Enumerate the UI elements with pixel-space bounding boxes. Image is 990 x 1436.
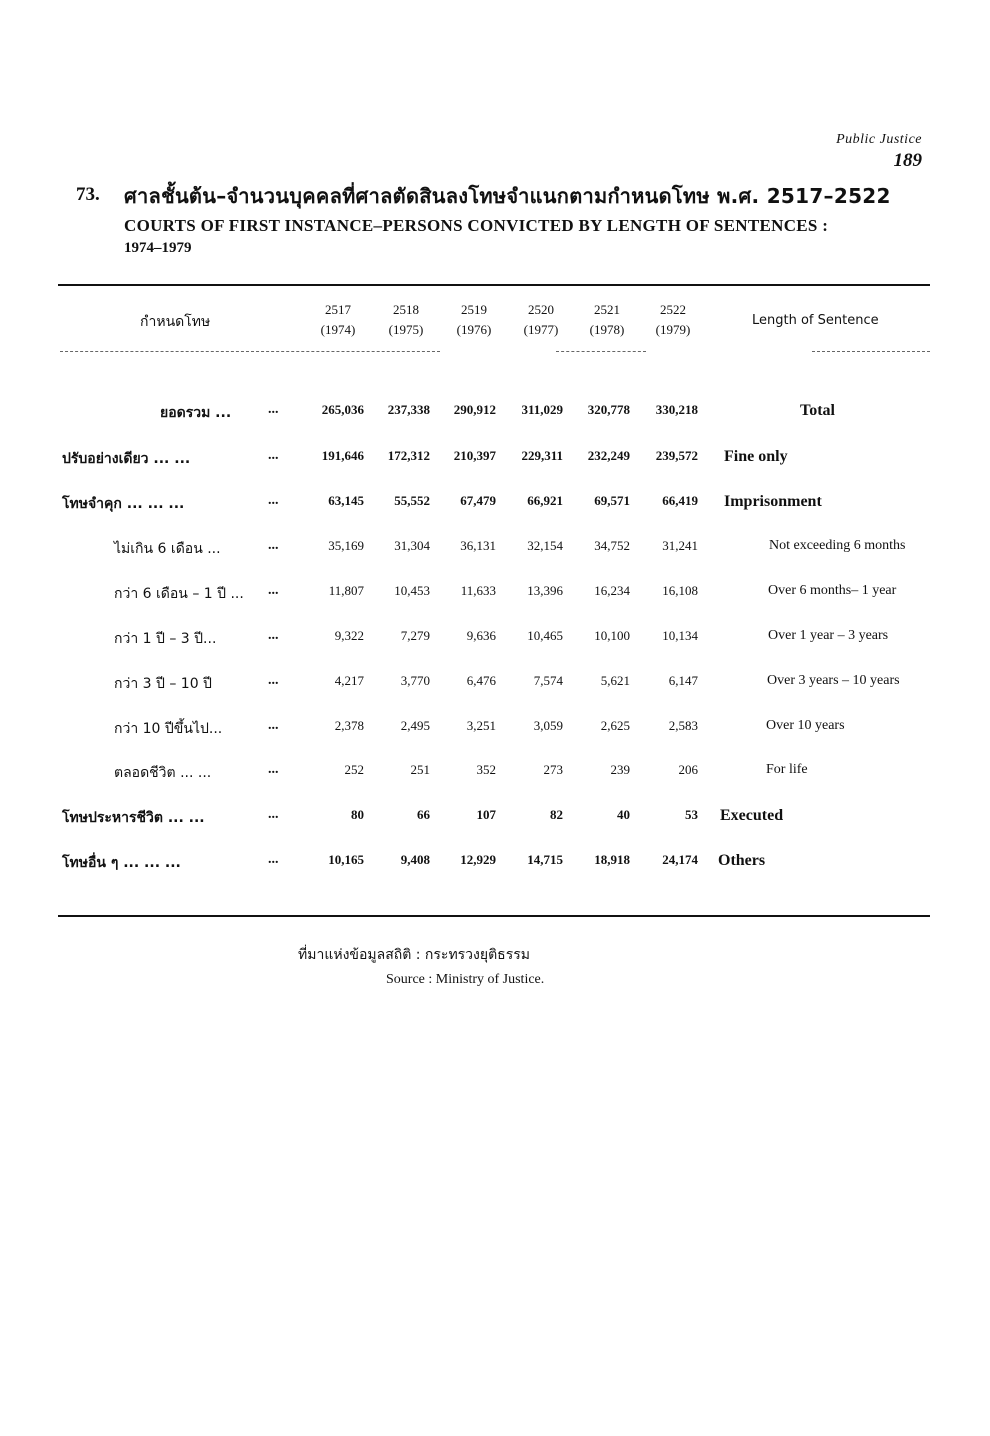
row-label-thai: กว่า 10 ปีขึ้นไป... bbox=[114, 721, 223, 737]
row-label-thai: ยอดรวม ... bbox=[160, 405, 232, 421]
cell-value: 251 bbox=[410, 762, 430, 777]
leader-dots: ... bbox=[268, 583, 279, 598]
cell-value: 66,419 bbox=[662, 493, 698, 508]
cell-value: 31,241 bbox=[662, 538, 698, 553]
year-header bbox=[308, 300, 368, 340]
cell-value: 229,311 bbox=[521, 448, 563, 463]
cell-value: 36,131 bbox=[460, 538, 496, 553]
row-label-english: Over 3 years – 10 years bbox=[767, 673, 900, 688]
row-label-thai: กว่า 6 เดือน – 1 ปี ... bbox=[114, 586, 244, 602]
row-label-english: Over 10 years bbox=[766, 718, 845, 733]
title-thai: ศาลชั้นต้น–จำนวนบุคคลที่ศาลตัดสินลงโทษจำแนกตามกำหนดโทษ พ.ศ. 2517–2522 bbox=[124, 184, 891, 208]
row-label-english: Over 6 months– 1 year bbox=[768, 583, 897, 598]
bottom-rule bbox=[58, 915, 930, 917]
cell-value: 4,217 bbox=[334, 673, 364, 688]
year-header bbox=[444, 300, 504, 340]
cell-value: 12,929 bbox=[460, 852, 496, 867]
row-label-thai: กว่า 3 ปี – 10 ปี bbox=[114, 676, 212, 692]
row-label-thai: ตลอดชีวิต ... ... bbox=[114, 765, 212, 781]
year-ce: (1974) bbox=[320, 322, 356, 337]
cell-value: 232,249 bbox=[587, 448, 630, 463]
cell-value: 239 bbox=[610, 762, 630, 777]
row-label-thai: ปรับอย่างเดียว ... ... bbox=[62, 451, 191, 467]
cell-value: 10,134 bbox=[662, 628, 698, 643]
leader-dots: ... bbox=[268, 402, 279, 417]
cell-value: 252 bbox=[344, 762, 364, 777]
cell-value: 320,778 bbox=[587, 402, 630, 417]
leader-dots: ... bbox=[268, 807, 279, 822]
leader-dots: ... bbox=[268, 673, 279, 688]
year-be: 2521 bbox=[594, 302, 620, 317]
cell-value: 311,029 bbox=[521, 402, 563, 417]
table-row bbox=[0, 448, 990, 478]
year-header bbox=[643, 300, 703, 340]
cell-value: 11,807 bbox=[328, 583, 364, 598]
table-row bbox=[0, 762, 990, 792]
leader-dots: ... bbox=[268, 628, 279, 643]
year-ce: (1975) bbox=[388, 322, 424, 337]
cell-value: 352 bbox=[476, 762, 496, 777]
source-thai: ที่มาแห่งข้อมูลสถิติ : กระทรวงยุติธรรม bbox=[298, 947, 530, 963]
row-label-english: Imprisonment bbox=[724, 493, 822, 510]
row-label-english: For life bbox=[766, 762, 808, 777]
table-row bbox=[0, 852, 990, 882]
cell-value: 206 bbox=[678, 762, 698, 777]
cell-value: 330,218 bbox=[655, 402, 698, 417]
row-label-thai: ไม่เกิน 6 เดือน ... bbox=[114, 541, 221, 557]
cell-value: 7,279 bbox=[400, 628, 430, 643]
table-row bbox=[0, 673, 990, 703]
year-header bbox=[577, 300, 637, 340]
cell-value: 9,408 bbox=[400, 852, 430, 867]
year-be: 2520 bbox=[528, 302, 554, 317]
table-row bbox=[0, 718, 990, 748]
leader-dots: ... bbox=[268, 852, 279, 867]
cell-value: 273 bbox=[543, 762, 563, 777]
year-be: 2519 bbox=[461, 302, 487, 317]
cell-value: 16,234 bbox=[594, 583, 630, 598]
header-sentence-english: Length of Sentence bbox=[752, 313, 879, 328]
leader-dots: ... bbox=[268, 538, 279, 553]
cell-value: 3,059 bbox=[533, 718, 563, 733]
cell-value: 172,312 bbox=[387, 448, 430, 463]
cell-value: 16,108 bbox=[662, 583, 698, 598]
cell-value: 11,633 bbox=[460, 583, 496, 598]
header-divider bbox=[556, 351, 646, 352]
cell-value: 10,165 bbox=[328, 852, 364, 867]
year-ce: (1977) bbox=[523, 322, 559, 337]
cell-value: 239,572 bbox=[655, 448, 698, 463]
table-row bbox=[0, 538, 990, 568]
cell-value: 40 bbox=[617, 807, 630, 822]
row-label-english: Fine only bbox=[724, 448, 788, 465]
cell-value: 9,636 bbox=[466, 628, 496, 643]
year-ce: (1979) bbox=[655, 322, 691, 337]
row-label-english: Total bbox=[800, 402, 835, 419]
cell-value: 265,036 bbox=[321, 402, 364, 417]
title-years: 1974–1979 bbox=[124, 240, 192, 256]
table-row bbox=[0, 583, 990, 613]
page-number: 189 bbox=[893, 150, 922, 171]
year-header bbox=[511, 300, 571, 340]
cell-value: 66,921 bbox=[527, 493, 563, 508]
row-label-thai: โทษประหารชีวิต ... ... bbox=[62, 810, 205, 826]
cell-value: 67,479 bbox=[460, 493, 496, 508]
cell-value: 32,154 bbox=[527, 538, 563, 553]
cell-value: 6,476 bbox=[466, 673, 496, 688]
year-header bbox=[376, 300, 436, 340]
cell-value: 34,752 bbox=[594, 538, 630, 553]
cell-value: 3,251 bbox=[466, 718, 496, 733]
cell-value: 10,100 bbox=[594, 628, 630, 643]
source-english: Source : Ministry of Justice. bbox=[386, 972, 545, 987]
cell-value: 31,304 bbox=[394, 538, 430, 553]
cell-value: 10,465 bbox=[527, 628, 563, 643]
cell-value: 80 bbox=[351, 807, 364, 822]
cell-value: 35,169 bbox=[328, 538, 364, 553]
cell-value: 107 bbox=[476, 807, 496, 822]
row-label-thai: โทษอื่น ๆ ... ... ... bbox=[62, 855, 181, 871]
table-row bbox=[0, 493, 990, 523]
cell-value: 7,574 bbox=[533, 673, 563, 688]
leader-dots: ... bbox=[268, 448, 279, 463]
year-ce: (1978) bbox=[589, 322, 625, 337]
row-label-english: Others bbox=[718, 852, 766, 869]
cell-value: 3,770 bbox=[400, 673, 430, 688]
cell-value: 6,147 bbox=[668, 673, 698, 688]
row-label-thai: กว่า 1 ปี – 3 ปี... bbox=[114, 631, 217, 647]
cell-value: 5,621 bbox=[600, 673, 630, 688]
year-be: 2517 bbox=[325, 302, 351, 317]
cell-value: 13,396 bbox=[527, 583, 563, 598]
cell-value: 210,397 bbox=[453, 448, 496, 463]
section-title: Public Justice bbox=[836, 132, 922, 147]
leader-dots: ... bbox=[268, 493, 279, 508]
year-be: 2522 bbox=[660, 302, 686, 317]
cell-value: 2,495 bbox=[400, 718, 430, 733]
table-row bbox=[0, 402, 990, 432]
row-label-english: Not exceeding 6 months bbox=[769, 538, 906, 553]
cell-value: 24,174 bbox=[662, 852, 698, 867]
cell-value: 191,646 bbox=[321, 448, 364, 463]
year-ce: (1976) bbox=[456, 322, 492, 337]
cell-value: 237,338 bbox=[387, 402, 430, 417]
header-divider bbox=[60, 351, 440, 352]
leader-dots: ... bbox=[268, 718, 279, 733]
cell-value: 55,552 bbox=[394, 493, 430, 508]
cell-value: 18,918 bbox=[594, 852, 630, 867]
cell-value: 82 bbox=[550, 807, 563, 822]
row-label-thai: โทษจำคุก ... ... ... bbox=[62, 496, 185, 512]
cell-value: 2,625 bbox=[600, 718, 630, 733]
table-row bbox=[0, 628, 990, 658]
row-label-english: Over 1 year – 3 years bbox=[768, 628, 889, 643]
cell-value: 69,571 bbox=[594, 493, 630, 508]
cell-value: 2,583 bbox=[668, 718, 698, 733]
table-number: 73. bbox=[76, 184, 100, 205]
cell-value: 66 bbox=[417, 807, 430, 822]
cell-value: 14,715 bbox=[527, 852, 563, 867]
cell-value: 9,322 bbox=[334, 628, 364, 643]
cell-value: 63,145 bbox=[328, 493, 364, 508]
cell-value: 10,453 bbox=[394, 583, 430, 598]
top-rule bbox=[58, 284, 930, 286]
cell-value: 290,912 bbox=[453, 402, 496, 417]
table-row bbox=[0, 807, 990, 837]
leader-dots: ... bbox=[268, 762, 279, 777]
cell-value: 2,378 bbox=[334, 718, 364, 733]
year-be: 2518 bbox=[393, 302, 419, 317]
row-label-english: Executed bbox=[720, 807, 784, 824]
title-english: COURTS OF FIRST INSTANCE–PERSONS CONVICTED BY LENGTH OF SENTENCES : bbox=[124, 216, 829, 235]
header-sentence-thai: กำหนดโทษ bbox=[140, 314, 211, 330]
cell-value: 53 bbox=[685, 807, 698, 822]
header-divider bbox=[812, 351, 930, 352]
